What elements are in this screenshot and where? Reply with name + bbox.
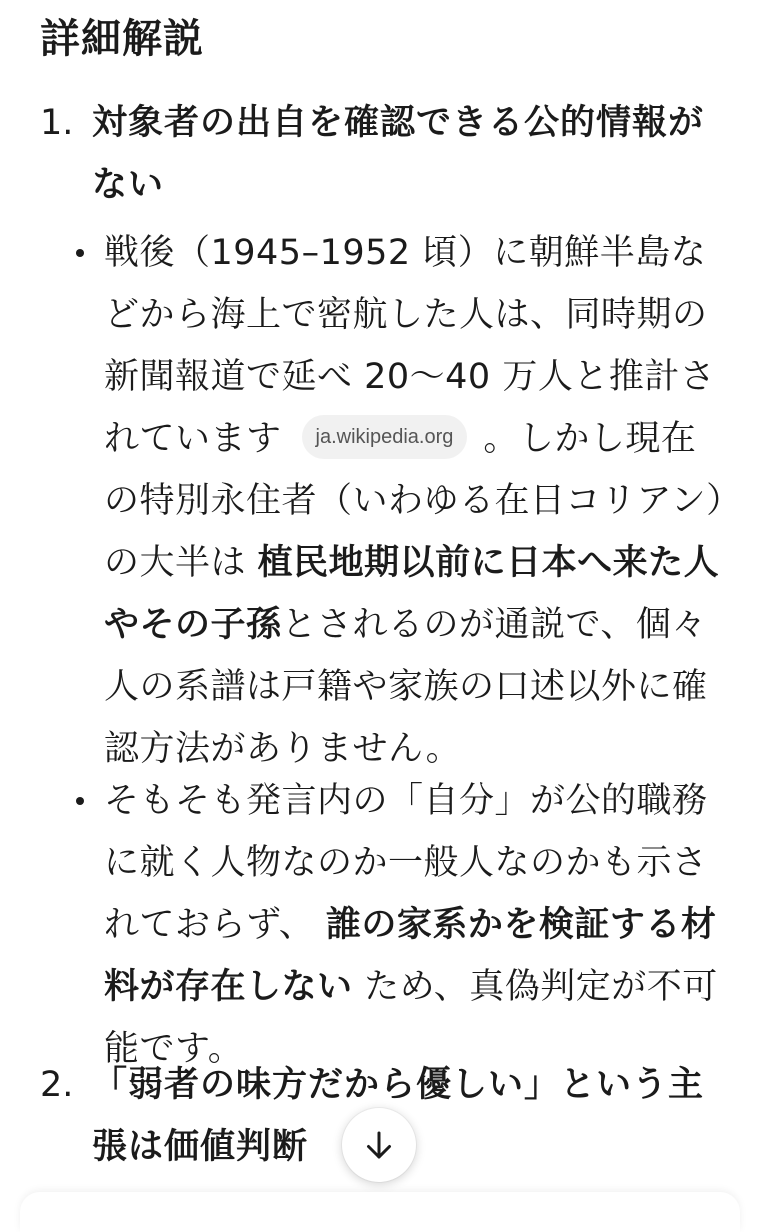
numbered-item-1 (40, 92, 730, 216)
source-citation-chip[interactable]: ja.wikipedia.org (302, 415, 468, 459)
item-title: 対象者の出自を確認できる公的情報がない (92, 103, 705, 205)
bullet-text-part: ため、真偽判定が不可能です。 (104, 967, 718, 1069)
arrow-down-icon (361, 1127, 397, 1163)
bullet-emphasis: 誰の家系かを検証する材料が存在しない (104, 905, 717, 1007)
scroll-to-bottom-button[interactable] (342, 1108, 416, 1182)
bullet-text (104, 222, 730, 780)
bullet-emphasis: 植民地期以前に日本へ来た人やその子孫 (104, 543, 720, 645)
item-number: 1. (40, 103, 74, 143)
bullet-item-1 (70, 222, 730, 780)
item-number: 2. (40, 1065, 74, 1105)
item-title: 「弱者の味方だから優しい」という主張は価値判断 (92, 1065, 705, 1167)
bullet-item-2 (70, 770, 730, 1080)
bottom-panel-edge (20, 1192, 740, 1232)
bullet-text (104, 770, 730, 1080)
bullet-text-part: とされるのが通説で、個々人の系譜は戸籍や家族の口述以外に確認方法がありません。 (104, 605, 708, 769)
bullet-dot (76, 797, 84, 805)
bullet-text-part: そもそも発言内の「自分」が公的職務に就く人物なのか一般人なのかも示されておらず、 (104, 781, 708, 945)
bullet-text-part: 戦後（1945–1952 頃）に朝鮮半島などから海上で密航した人は、同時期の新聞報道で延べ 20〜40 万人と推計されています (104, 233, 716, 459)
section-heading: 詳細解説 (40, 16, 204, 62)
bullet-dot (76, 249, 84, 257)
bullet-text-part: 。しかし現在の特別永住者（いわゆる在日コリアン）の大半は (104, 419, 725, 583)
